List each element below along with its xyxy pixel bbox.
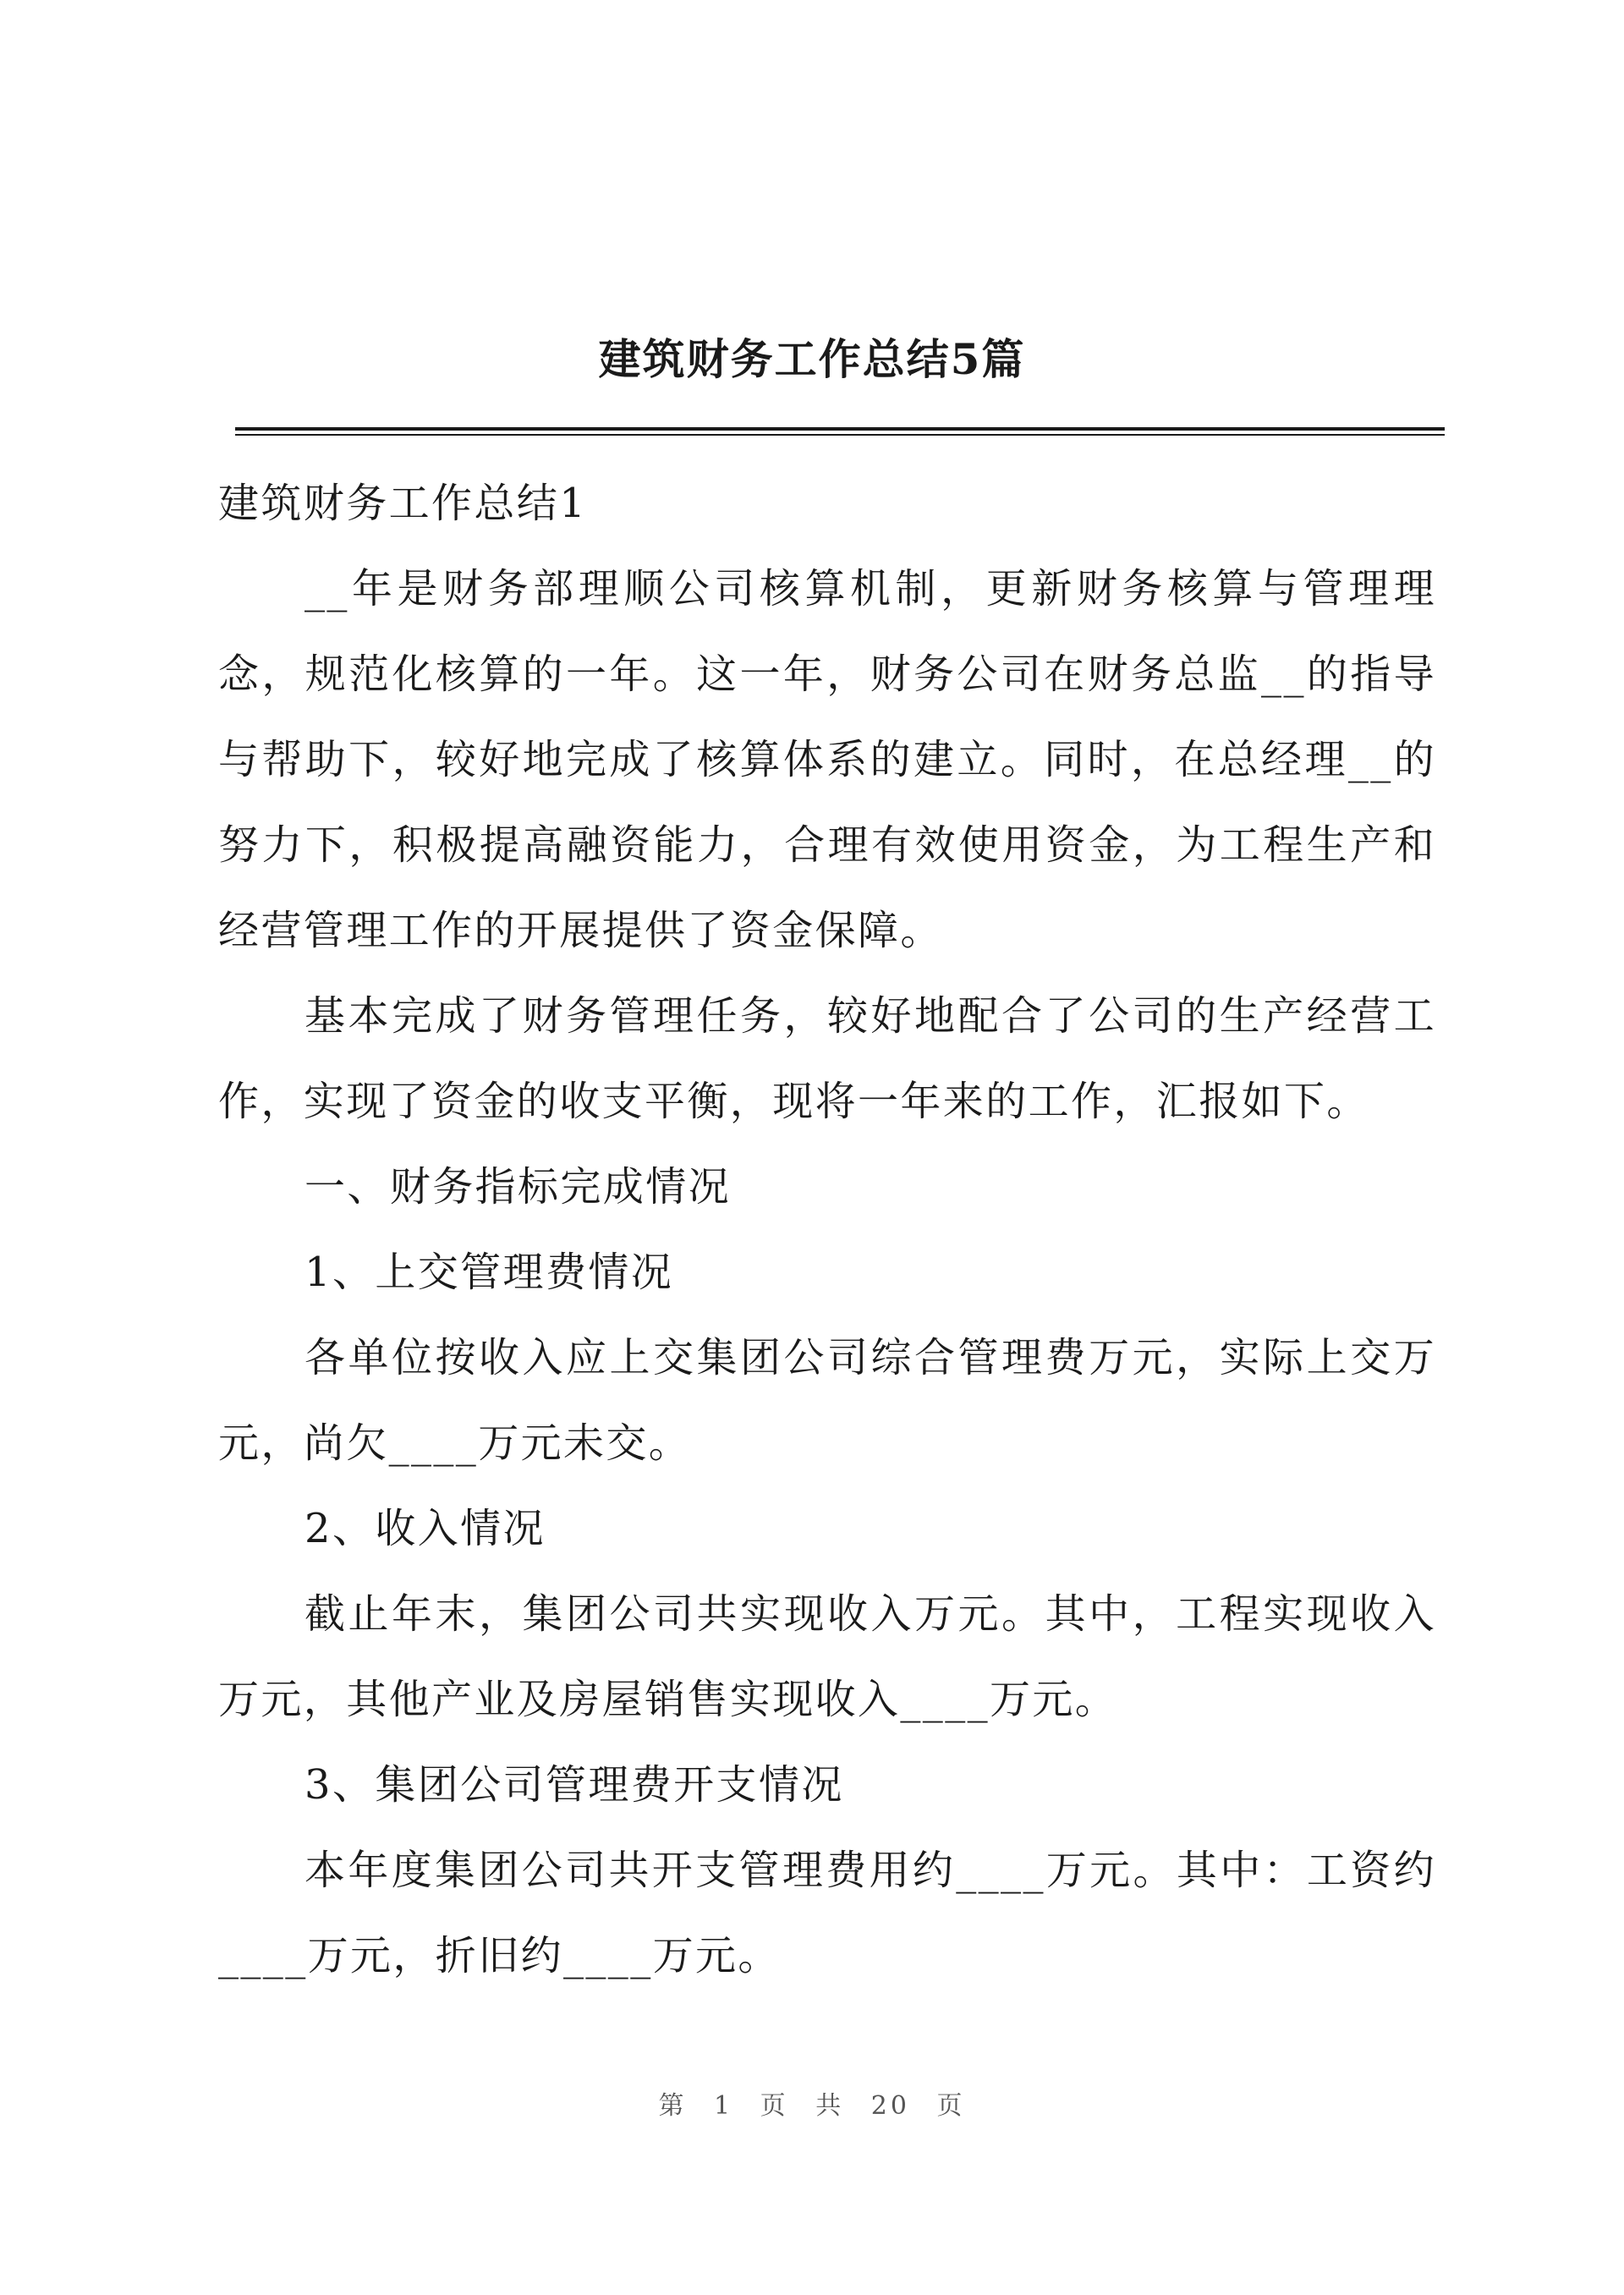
body-paragraph-management-fee: 各单位按收入应上交集团公司综合管理费万元，实际上交万元，尚欠____万元未交。 [218, 1334, 1436, 1467]
document-title: 建筑财务工作总结5篇 [598, 334, 1026, 384]
title-rule-thick-line [235, 427, 1445, 431]
subheading-income: 2、收入情况 [304, 1505, 546, 1552]
body-paragraph-summary: 基本完成了财务管理任务，较好地配合了公司的生产经营工作，实现了资金的收支平衡，现将一年来的工作，汇报如下。 [218, 992, 1436, 1125]
subheading-expense: 3、集团公司管理费开支情况 [304, 1761, 844, 1809]
body-paragraph-intro: __年是财务部理顺公司核算机制，更新财务核算与管理理念，规范化核算的一年。这一年，财务公司在财务总监__的指导与帮助下，较好地完成了核算体系的建立。同时，在总经理__的努力下，积极提高融资能力，合理有效使用资金，为工程生产和经营管理工作的开展提供了资金保障。 [218, 565, 1436, 954]
subheading-financial-indicators: 一、财务指标完成情况 [304, 1163, 732, 1211]
title-rule-thin-line [235, 434, 1445, 436]
section-heading: 建筑财务工作总结1 [218, 480, 588, 527]
body-paragraph-expense: 本年度集团公司共开支管理费用约____万元。其中：工资约____万元，折旧约____万元。 [218, 1847, 1436, 1979]
body-paragraph-income: 截止年末，集团公司共实现收入万元。其中，工程实现收入万元，其他产业及房屋销售实现收入____万元。 [218, 1590, 1436, 1723]
document-body [218, 461, 1436, 1999]
title-double-rule [235, 427, 1445, 437]
page-number-footer: 第 1 页 共 20 页 [658, 2091, 966, 2121]
subheading-management-fee: 1、上交管理费情况 [304, 1249, 674, 1296]
